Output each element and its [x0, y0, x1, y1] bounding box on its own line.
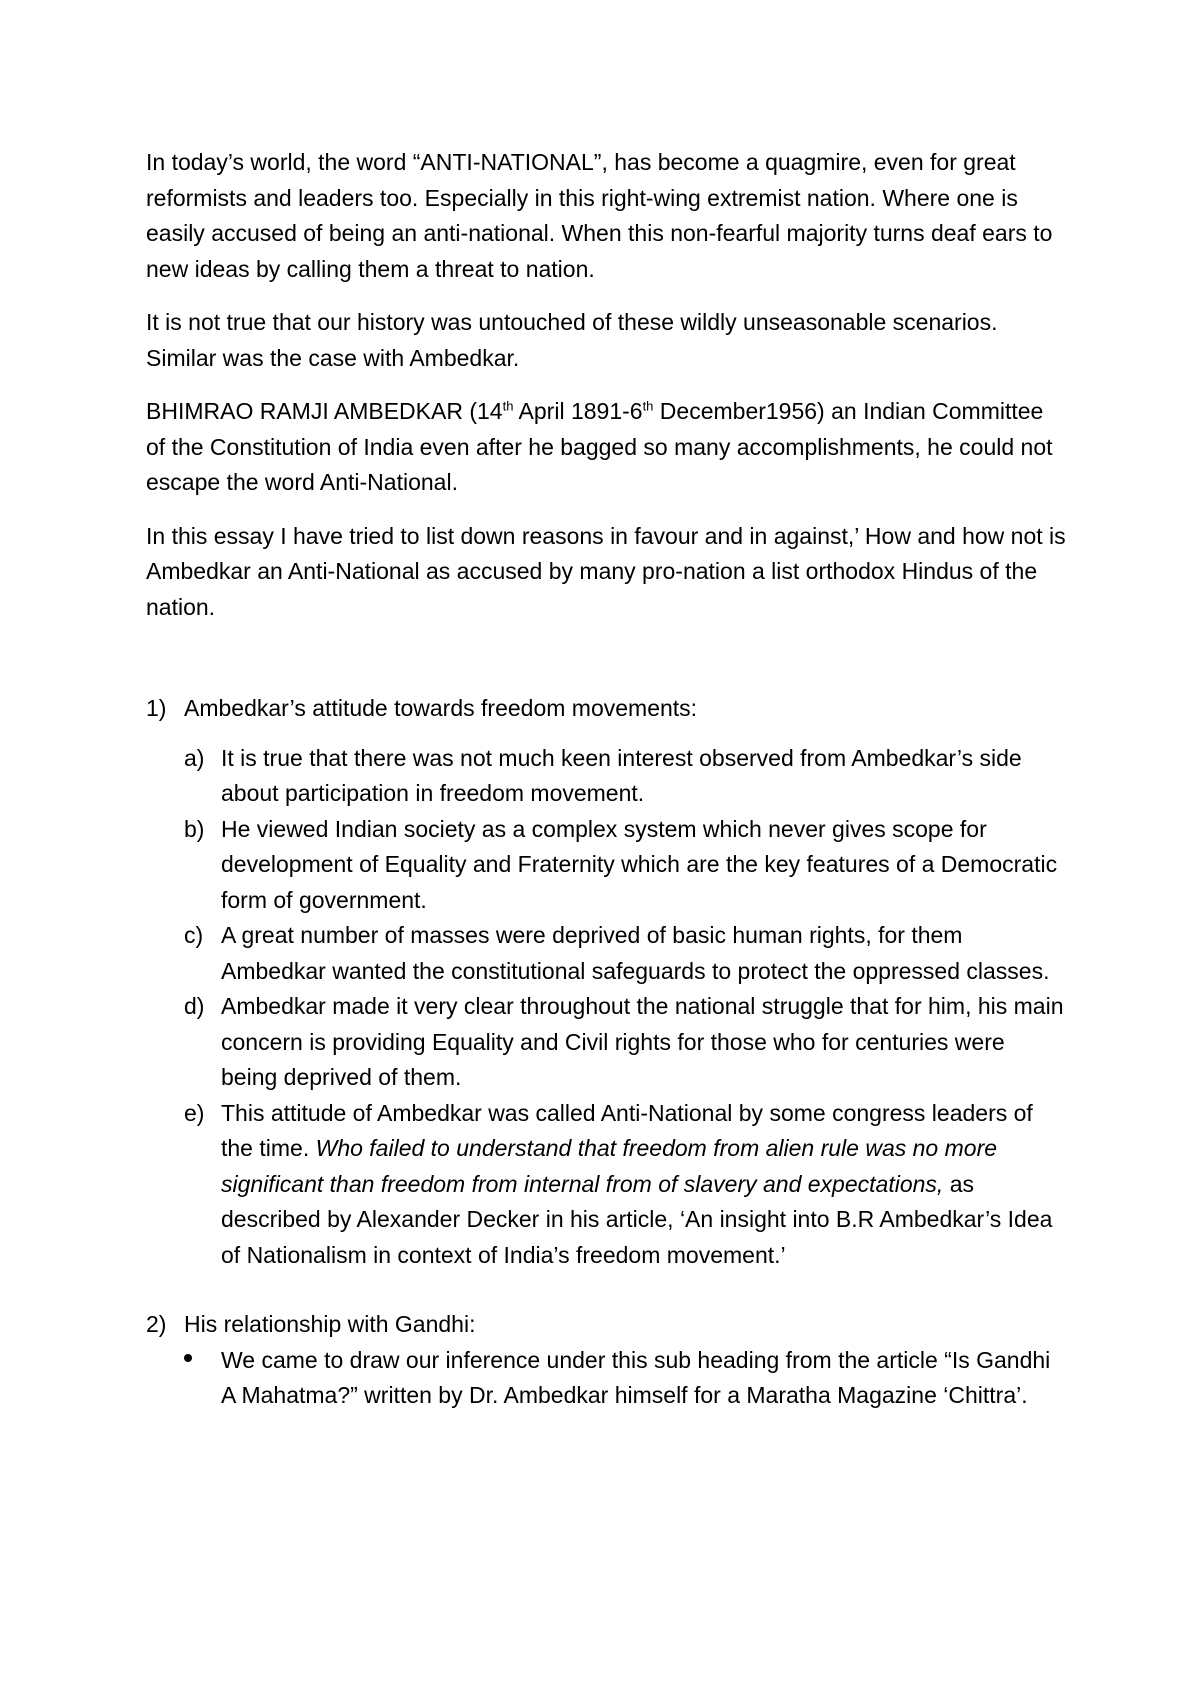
- list-item-letter: c): [184, 922, 204, 948]
- list-item: [184, 741, 1066, 812]
- spacer: [146, 643, 1066, 691]
- list-item-text: A great number of masses were deprived of basic human rights, for them Ambedkar wanted the constitutional safeguards to protect the oppressed classes.: [221, 922, 1050, 984]
- section-1-number: 1): [146, 695, 167, 721]
- intro-p3-part-c: December1956) an Indian Committee of the Constitution of India even after he bagged so many accomplishments, he could not escape the word Anti-National.: [146, 398, 1053, 495]
- list-item: [184, 918, 1066, 989]
- intro-paragraph-4: In this essay I have tried to list down reasons in favour and in against,’ How and how not is Ambedkar an Anti-National as accused by many pro-nation a list orthodox Hindus of the nation.: [146, 522, 1066, 620]
- list-item: [184, 1096, 1066, 1274]
- list-item: [184, 989, 1066, 1096]
- intro-p3-part-a: BHIMRAO RAMJI AMBEDKAR (14: [146, 398, 503, 424]
- section-2-list: [146, 1343, 1066, 1414]
- item-e-text-a: This attitude of Ambedkar was called Anti-National by some congress leaders of the time.: [221, 1099, 1033, 1161]
- list-item-letter: b): [184, 815, 205, 842]
- list-item-text: Ambedkar made it very clear throughout the national struggle that for him, his main concern is providing Equality and Civil rights for those who for centuries were being deprived of them.: [221, 993, 1064, 1090]
- section-2: [146, 1307, 1066, 1414]
- section-2-title: His relationship with Gandhi:: [184, 1311, 476, 1337]
- section-2-heading: [146, 1307, 1066, 1343]
- list-item-text: It is true that there was not much keen interest observed from Ambedkar’s side about participation in freedom movement.: [221, 744, 1022, 806]
- section-1-title: Ambedkar’s attitude towards freedom movements:: [184, 695, 698, 721]
- list-item-text: He viewed Indian society as a complex system which never gives scope for development of Equality and Fraternity which are the key features of a Democratic form of government.: [221, 815, 1058, 913]
- section-2-number: 2): [146, 1311, 167, 1337]
- bullet-item: [184, 1343, 1066, 1414]
- list-item-text: [221, 1096, 1066, 1274]
- section-1-heading: [146, 691, 1066, 727]
- list-item-letter: a): [184, 744, 205, 771]
- item-e-italic-quote: Who failed to understand that freedom from alien rule was no more significant than freedom from internal from of slavery and expectations,: [221, 1135, 998, 1197]
- list-item-letter: d): [184, 993, 205, 1019]
- document-body: [146, 145, 1066, 1414]
- list-item: [184, 812, 1066, 919]
- spacer: [146, 1273, 1066, 1307]
- bullet-dot-icon: [184, 1343, 221, 1414]
- superscript-th-2: th: [642, 398, 654, 414]
- intro-paragraph-2: It is not true that our history was untouched of these wildly unseasonable scenarios. Similar was the case with Ambedkar.: [146, 309, 998, 371]
- intro-p3-part-b: April 1891-6: [513, 398, 643, 424]
- list-item-letter: e): [184, 1099, 205, 1126]
- superscript-th-1: th: [502, 398, 514, 414]
- section-1: [146, 691, 1066, 1273]
- bullet-item-text: We came to draw our inference under this sub heading from the article “Is Gandhi A Mahatma?” written by Dr. Ambedkar himself for a Maratha Magazine ‘Chittra’.: [221, 1346, 1051, 1408]
- section-1-list: [146, 741, 1066, 1274]
- item-e-text-b: as described by Alexander Decker in his article, ‘An insight into B.R Ambedkar’s Idea of Nationalism in context of India’s freedom movement.’: [221, 1170, 1053, 1268]
- intro-paragraph-3: [146, 394, 1066, 501]
- intro-paragraph-1: In today’s world, the word “ANTI-NATIONAL”, has become a quagmire, even for great reformists and leaders too. Especially in this right-wing extremist nation. Where one is easily accused of being an anti-national. When this non-fearful majority turns deaf ears to new ideas by calling them a threat to nation.: [146, 149, 1053, 282]
